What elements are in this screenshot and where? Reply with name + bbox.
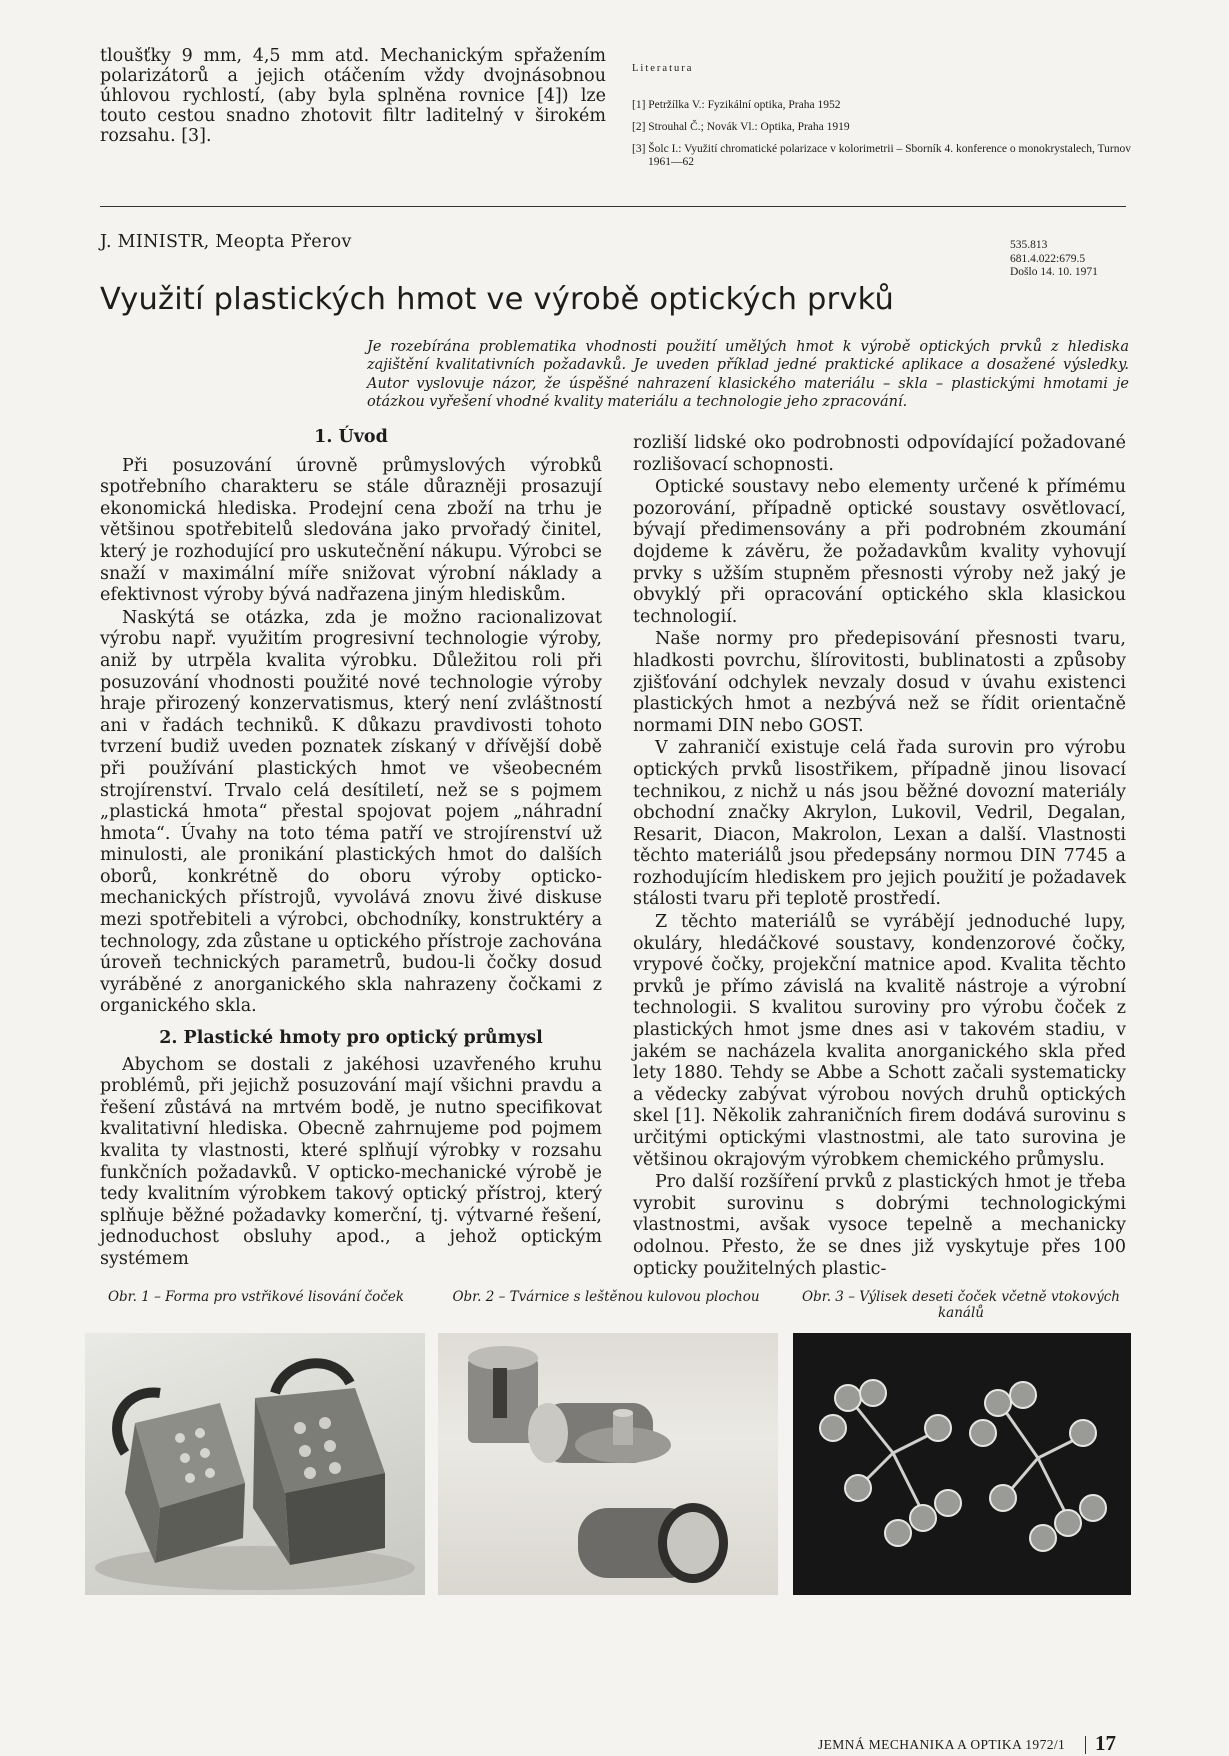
section-heading-plastics: 2. Plastické hmoty pro optický průmysl: [159, 1028, 543, 1049]
article-abstract: Je rozebírána problematika vhodnosti použití umělých hmot k výrobě optických prvků z hlediska zajištění kvalitativních požadavků. Je uveden příklad jedné praktické aplikace a dosažené výsledky. Autor vyslovuje názor, že úspěšné nahrazení klasického materiálu – skla – plastickými hmotami je otázkou vyřešení vhodné kvality materiálu a technologie jeho zpracování.: [367, 339, 1129, 410]
section-divider: [100, 206, 1126, 207]
body-paragraph: rozliší lidské oko podrobnosti odpovídající požadované rozlišovací schopnosti.: [633, 433, 1126, 475]
continued-paragraph: tloušťky 9 mm, 4,5 mm atd. Mechanickým spřažením polarizátorů a jejich otáčením vždy dvojnásobnou úhlovou rychlostí, (aby byla splněna rovnice [4]) lze touto cestou snadno zhotovit filtr laditelný v širokém rozsahu. [3].: [100, 46, 606, 146]
classification-block: [1010, 239, 1098, 280]
literature-block: [632, 62, 1140, 178]
page-number: 17: [1095, 1731, 1116, 1755]
section-heading-intro: 1. Úvod: [314, 427, 388, 447]
classification-code: 535.813: [1010, 239, 1048, 251]
article-title: Využití plastických hmot ve výrobě optických prvků: [100, 282, 895, 317]
figure-3-caption: Obr. 3 – Výlisek deseti čoček včetně vtokových kanálů: [802, 1289, 1120, 1321]
body-paragraph: Z těchto materiálů se vyrábějí jednoduché lupy, okuláry, hledáčkové soustavy, kondenzorové čočky, vrypové čočky, projekční matnice apod. Kvalita těchto prvků je přímo závislá na kvalitě nástroje a výrobní technologii. S kvalitou suroviny pro výrobu čoček z plastických hmot jsme dnes asi v takovém stadiu, v jakém se nacházela kvalita anorganického skla před lety 1880. Tehdy se Abbe a Schott začali systematicky a vědecky zabývat výrobou nových druhů optických skel [1]. Několik zahraničních firem dodává surovinu s určitými optickými vlastnostmi, ale tato surovina je většinou okrajovým výrobkem chemického průmyslu.: [633, 912, 1126, 1170]
body-paragraph: Naskýtá se otázka, zda je možno racionalizovat výrobu např. využitím progresivní technologie výroby, aniž by utrpěla kvalita výrobku. Důležitou roli při posuzování vhodnosti použité nové technologie výroby hraje přirozený konzervatismus, který není zvláštností ani v řadách techniků. K důkazu pravdivosti tohoto tvrzení budiž uveden poznatek získaný v dřívější době při používání plastických hmot ve všeobecném strojírenství. Trvalo celá desítiletí, než se s pojmem „plastická hmota“ přestal spojovat pojem „náhradní hmota“. Úvahy na toto téma patří ve strojírenství už minulosti, ale pronikání plastických hmot do dalších oborů, konkrétně do oboru výroby opticko-mechanických přístrojů, vyvolává znovu živé diskuse mezi spotřebiteli a výrobci, obchodníky, konstruktéry a technology, zda zůstane u optického přístroje zachována úroveň technických parametrů, budou-li čočky dosud vyráběné z anorganického skla nahrazeny čočkami z organického skla.: [100, 607, 602, 1017]
body-paragraph: Optické soustavy nebo elementy určené k přímému pozorování, případně optické soustavy osvětlovací, bývají předimensovány a při podrobném zkoumání dojdeme k závěru, že požadavkům kvality vyhovují prvky s užším stupněm přesnosti výroby než jaký je obvyklý při opracování optického skla klasickou technologií.: [633, 477, 1126, 627]
figure-1-mould-photo: [85, 1333, 425, 1595]
left-column: [100, 427, 602, 1272]
figure-2-caption: Obr. 2 – Tvárnice s leštěnou kulovou plochou: [452, 1289, 760, 1305]
literature-ref: [2] Strouhal Č.; Novák Vl.: Optika, Praha 1919: [632, 121, 850, 133]
figure-1-caption: Obr. 1 – Forma pro vstřikové lisování čoček: [107, 1289, 405, 1305]
body-paragraph: Při posuzování úrovně průmyslových výrobků spotřebního charakteru se stále důrazněji prosazují ekonomická hlediska. Prodejní cena zboží na trhu je většinou spotřebitelů sledována jako prvořadý činitel, který je rozhodující pro uskutečnění nákupu. Výrobci se snaží v maximální míře snižovat výrobní náklady a efektivnost výroby bývá nadřazena jiným hlediskům.: [100, 455, 602, 606]
body-paragraph: Abychom se dostali z jakéhosi uzavřeného kruhu problémů, při jejichž posuzování mají všichni pravdu a řešení zůstává na mrtvém bodě, je nutno specifikovat kvalitativní hlediska. Obecně zahrnujeme pod pojmem kvalita ty vlastnosti, které splňují výrobky v rozsahu funkčních požadavků. V opticko-mechanické výrobě je tedy kvalitním výrobkem takový optický přístroj, který splňuje běžné požadavky komerční, tj. výtvarné řešení, jednoduchost obsluhy apod., a jehož optickým systémem: [100, 1054, 602, 1269]
journal-name: JEMNÁ MECHANIKA A OPTIKA 1972/1: [818, 1737, 1066, 1752]
figure-3-lens-moulding-photo: [793, 1333, 1131, 1595]
literature-heading: Literatura: [632, 63, 694, 74]
figure-2-die-photo: [438, 1333, 778, 1595]
footer-separator: [1085, 1736, 1086, 1754]
classification-code: 681.4.022:679.5: [1010, 252, 1086, 265]
article-author: J. MINISTR, Meopta Přerov: [100, 232, 352, 252]
body-paragraph: Pro další rozšíření prvků z plastických hmot je třeba vyrobit surovinu s dobrými technologickými vlastnostmi, avšak vysoce tepelně a mechanicky odolnou. Přesto, že se dnes již vyskytuje přes 100 opticky použitelných plastic-: [633, 1172, 1126, 1279]
body-paragraph: Naše normy pro předepisování přesnosti tvaru, hladkosti povrchu, šlírovitosti, bublinatosti a způsoby zjišťování odchylek nevzaly dosud v úvahu existenci plastických hmot a nezbývá než se řídit orientačně normami DIN nebo GOST.: [633, 629, 1126, 736]
received-date: Došlo 14. 10. 1971: [1010, 266, 1098, 278]
literature-ref: [1] Petržílka V.: Fyzikální optika, Praha 1952: [632, 99, 841, 111]
literature-ref: [3] Šolc I.: Využití chromatické polarizace v kolorimetrii – Sborník 4. konference o monokrystalech, Turnov 1961—62: [632, 143, 1131, 168]
body-paragraph: V zahraničí existuje celá řada surovin pro výrobu optických prvků lisostřikem, případně jinou lisovací technikou, z nichž u nás jsou běžné dovozní materiály obchodní značky Akrylon, Lukovil, Vedril, Degalan, Resarit, Diacon, Makrolon, Lexan a další. Vlastnosti těchto materiálů jsou předepsány normou DIN 7745 a rozhodujícím hlediskem pro jejich použití je požadavek stálosti tvaru při teplotě prostředí.: [633, 738, 1126, 910]
right-column: [633, 433, 1126, 1281]
